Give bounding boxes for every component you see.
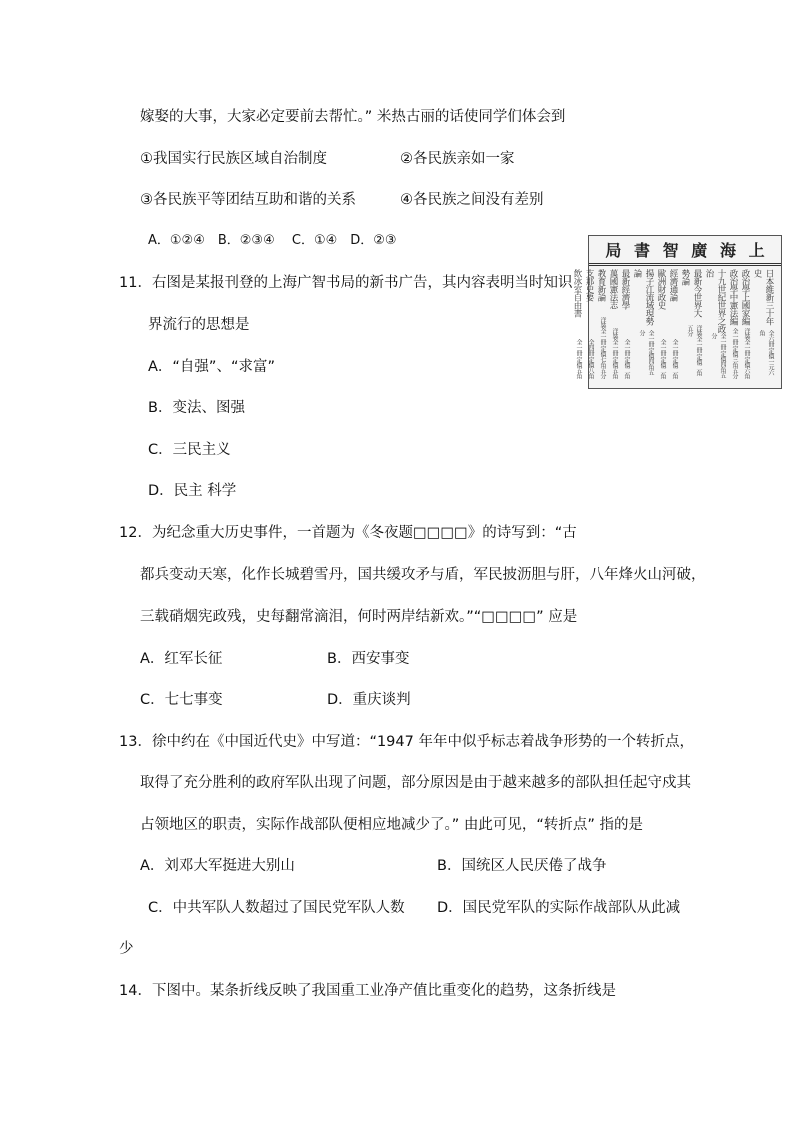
ad-book-entry: [739, 269, 751, 379]
ad-title-char: 局: [605, 241, 622, 260]
ad-book-title: 十九世紀世界之政治: [704, 269, 726, 333]
q10-item-2: ②各民族亲如一家: [400, 151, 515, 167]
ad-title: [589, 236, 781, 266]
ad-title-char: 上: [748, 241, 765, 260]
ad-book-list: [572, 266, 781, 384]
ad-book-title: 政治學上國家編: [740, 269, 750, 325]
q14-stem: 14．下图中。某条折线反映了我国重工业净产值比重变化的趋势，这条折线是: [119, 983, 616, 999]
ad-title-char: 智: [662, 241, 679, 260]
ad-book-title: 萬國憲法志: [608, 269, 618, 309]
ad-book-entry: [571, 269, 583, 379]
q10-continuation: 嫁娶的大事，大家必定要前去帮忙。” 米热古丽的话使同学们体会到: [140, 109, 566, 125]
q13-option-d: D．国民党军队的实际作战部队从此减: [437, 900, 681, 916]
q13-option-b: B．国统区人民厌倦了战争: [437, 858, 607, 874]
q12-option-a: A．红军长征: [140, 651, 223, 667]
ad-book-entry: [631, 269, 655, 379]
ad-book-price: 全一冊 定價五角: [575, 339, 582, 379]
ad-book-price: 全四冊 定價八角: [587, 339, 594, 379]
q11-option-c: C．三民主义: [148, 442, 231, 458]
ad-book-title: 揚子江流域現勢論: [632, 269, 654, 325]
ad-book-title: 最新經濟學: [620, 269, 630, 309]
ad-book-price: 全一冊 定價二角: [659, 339, 666, 379]
ad-book-entry: [655, 269, 667, 379]
q10-options: A．①②④ B．②③④ C．①④ D．②③: [148, 233, 397, 248]
newspaper-advertisement-image: [572, 235, 782, 389]
q13-stem-3: 占领地区的职责，实际作战部队便相应地减少了。” 由此可见，“转折点” 指的是: [140, 817, 644, 833]
q12-stem-1: 12．为纪念重大历史事件，一首题为《冬夜题□□□□》的诗写到：“古: [119, 525, 577, 541]
ad-book-price: 全一冊 定價四角五分: [638, 330, 654, 376]
q12-option-c: C．七七事变: [140, 692, 223, 708]
ad-book-title: 歐洲財政史: [656, 269, 666, 309]
ad-book-price: 洋裝全一冊 定價二角五分: [686, 324, 702, 376]
ad-book-price: 全一冊 定價三角五分: [731, 328, 738, 379]
ad-book-price: 全一冊 定價二角: [623, 339, 630, 379]
ad-book-price: 全一冊 定價四角五分: [710, 333, 726, 379]
q12-stem-3: 三载硝烟宪政残，史每翻常滴泪，何时两岸结新欢。”“□□□□” 应是: [140, 609, 578, 625]
ad-title-char: 海: [719, 241, 736, 260]
ad-book-entry: [703, 269, 727, 379]
q13-option-d-wrap: 少: [119, 941, 134, 957]
q11-option-a: A．“自强”、“求富”: [148, 359, 275, 375]
q10-item-1: ①我国实行民族区域自治制度: [140, 151, 327, 167]
q13-stem-2: 取得了充分胜利的政府军队出现了问题，部分原因是由于越来越多的部队担任起守戍其: [140, 775, 691, 791]
ad-book-price: 全六冊 定價一元六角: [758, 330, 774, 376]
ad-book-entry: [595, 269, 607, 379]
ad-title-char: 書: [633, 241, 650, 260]
ad-book-entry: [751, 269, 775, 379]
q13-option-a: A．刘邓大军挺进大别山: [140, 858, 295, 874]
ad-book-title: 政治學中憲法編: [728, 269, 738, 325]
q11-option-d: D．民主 科学: [148, 483, 237, 499]
q12-stem-2: 都兵变动天寒，化作长城碧雪丹，国共缓攻矛与盾，军民披沥胆与肝，八年烽火山河破，: [140, 567, 706, 583]
ad-book-price: 洋裝全一冊 定價六角: [743, 328, 750, 379]
ad-book-price: 洋裝全一冊 定價五角: [611, 328, 618, 379]
ad-book-title: 教育新論: [596, 269, 606, 301]
ad-book-title: 最新今世界大勢論: [680, 269, 702, 317]
ad-book-title: 支那史要: [584, 269, 594, 301]
ad-book-entry: [667, 269, 679, 379]
ad-book-price: 洋裝全一冊 定價七角五分: [599, 317, 606, 379]
q11-stem-2: 界流行的思想是: [148, 317, 250, 333]
q11-option-b: B．变法、图强: [148, 400, 245, 416]
ad-book-title: 經濟通論: [668, 269, 678, 301]
ad-book-price: 全一冊 定價二角: [671, 339, 678, 379]
ad-title-char: 廣: [691, 241, 708, 260]
q10-item-4: ④各民族之间没有差别: [400, 192, 544, 208]
ad-book-entry: [619, 269, 631, 379]
q13-stem-1: 13．徐中约在《中国近代史》中写道：“1947 年年中似乎标志着战争形势的一个转折点，: [119, 734, 694, 750]
ad-book-entry: [583, 269, 595, 379]
ad-book-entry: [727, 269, 739, 379]
q11-stem-1: 11．右图是某报刊登的上海广智书局的新书广告，其内容表明当时知识: [119, 275, 573, 291]
q12-option-d: D．重庆谈判: [327, 692, 411, 708]
ad-book-entry: [679, 269, 703, 379]
q10-item-3: ③各民族平等团结互助和谐的关系: [140, 192, 356, 208]
ad-book-title: 飲冰室自由書: [572, 269, 582, 317]
ad-book-title: 日本維新三十年史: [752, 269, 774, 325]
ad-book-entry: [607, 269, 619, 379]
q13-option-c: C．中共军队人数超过了国民党军队人数: [148, 900, 405, 916]
q12-option-b: B．西安事变: [327, 651, 410, 667]
